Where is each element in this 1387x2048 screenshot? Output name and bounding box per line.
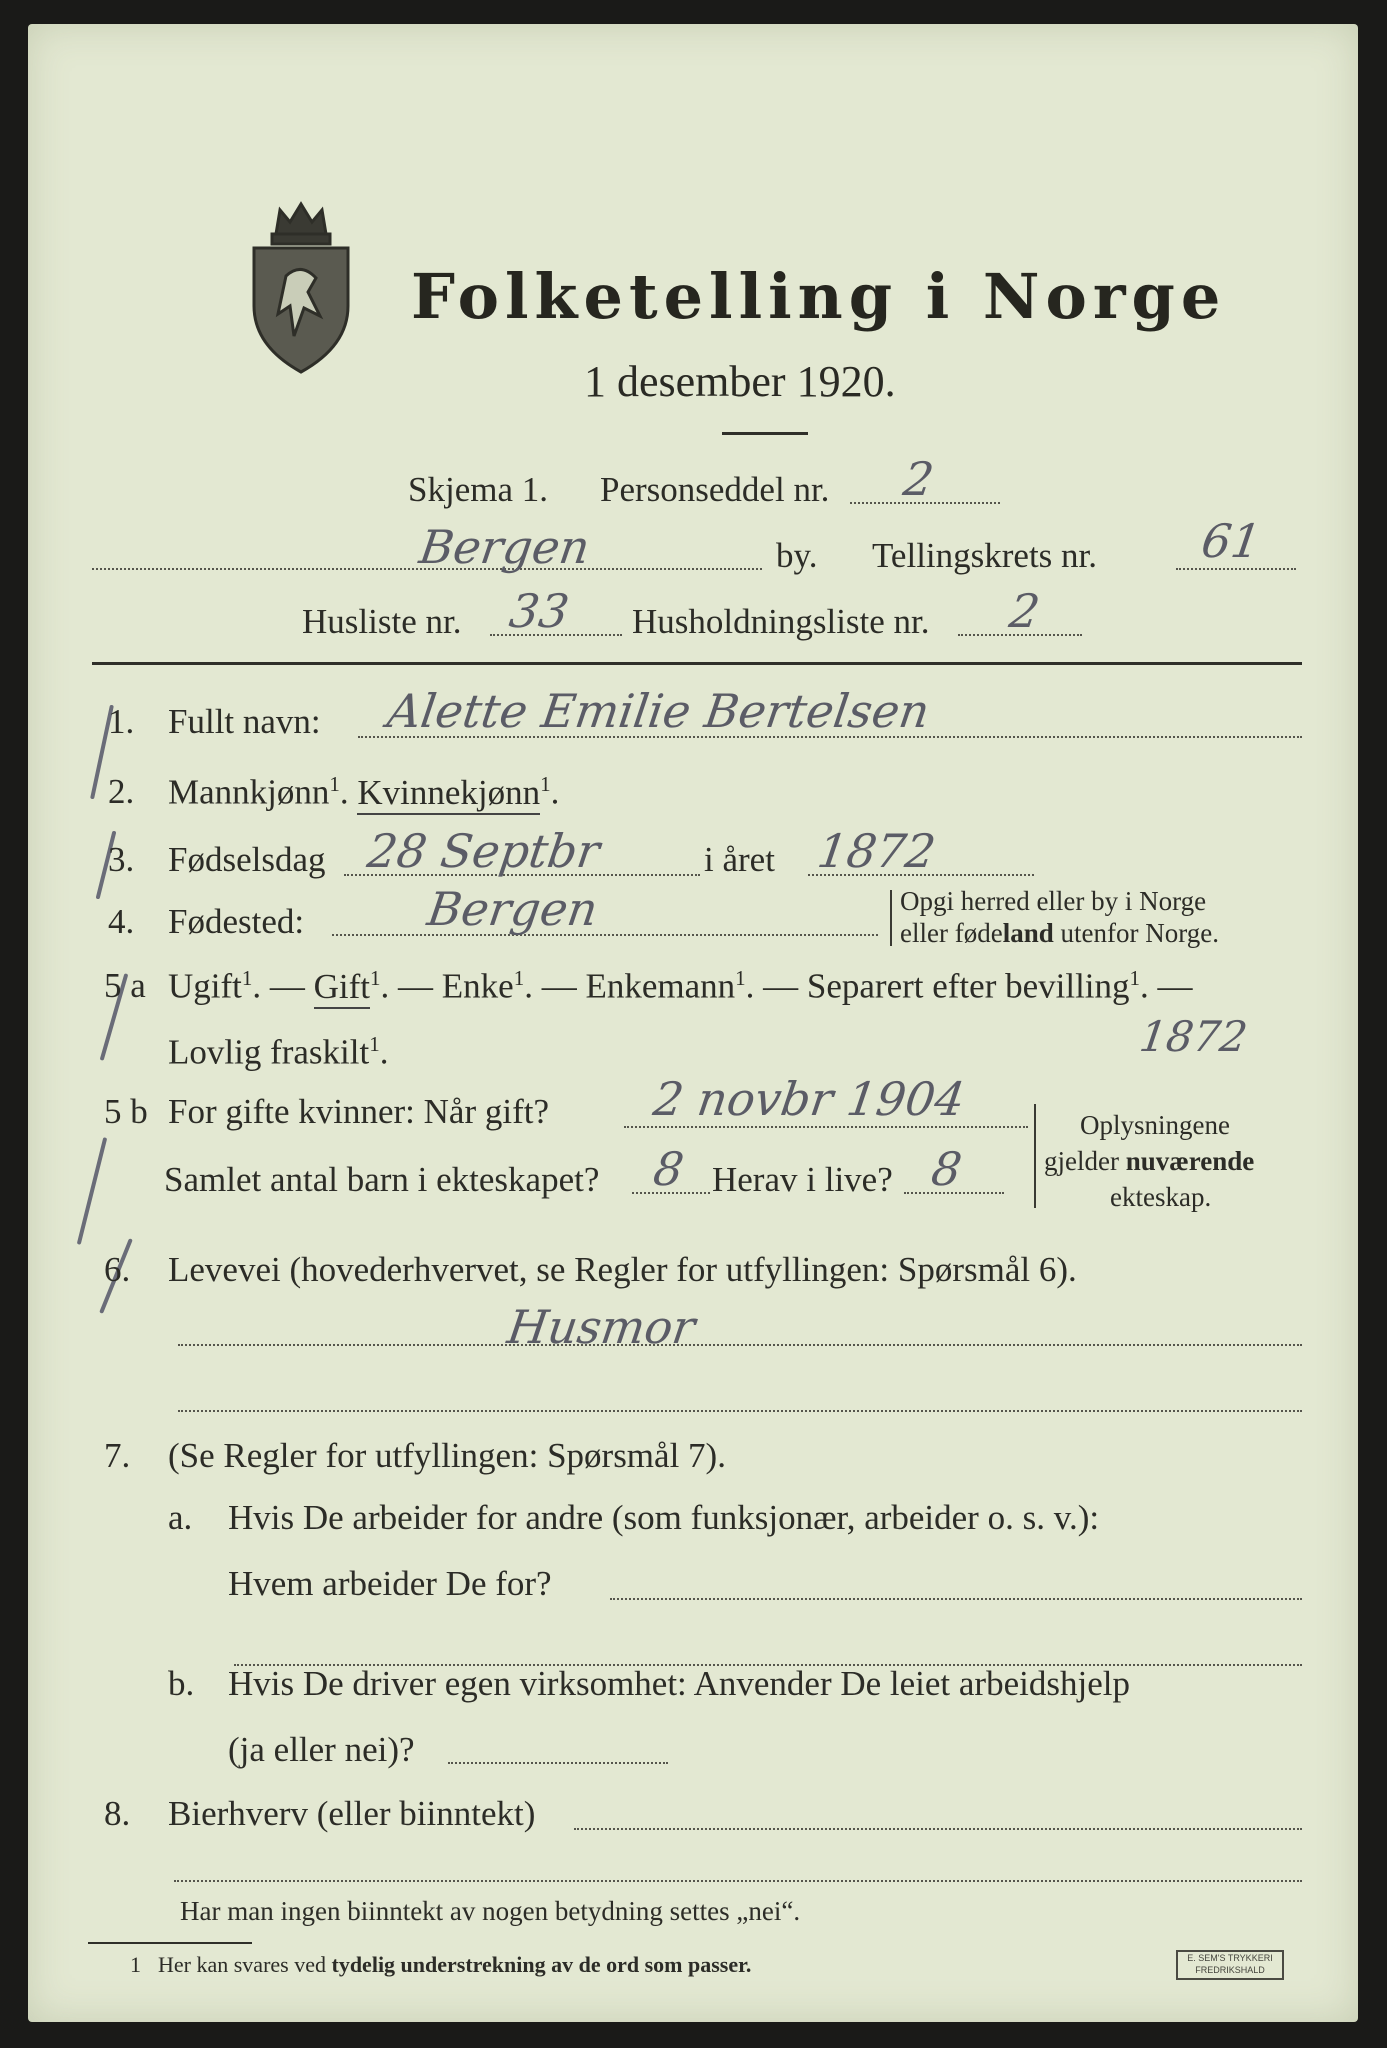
husliste-value[interactable]: 33 [506,584,573,638]
q2-female[interactable]: Kvinnekjønn [357,773,540,815]
q5a-enkemann[interactable]: Enkemann [585,966,736,1006]
q7b-question: (ja eller nei)? [228,1730,415,1769]
q3-day-value[interactable]: 28 Septbr [364,824,604,878]
q8-line-1[interactable] [574,1828,1302,1830]
footnote: Her kan svares ved tydelig understrekning av de ord som passer. [158,1952,752,1977]
q5b-note-line1: Oplysningene [1080,1110,1230,1140]
census-date: 1 desember 1920. [584,357,896,406]
q1-value[interactable]: Alette Emilie Bertelsen [384,684,933,738]
q5b-number: 5 b [104,1092,148,1131]
q4-note-brace [890,890,892,946]
q3-label: Fødselsdag [168,840,326,879]
q4-label: Fødested: [168,902,305,941]
q5a-margin-value[interactable]: 1872 [1136,1012,1251,1061]
personseddel-value[interactable]: 2 [900,452,938,506]
q5b-alive-label: Herav i live? [712,1160,893,1199]
q5b-married-value[interactable]: 2 novbr 1904 [650,1072,969,1126]
bottom-note: Har man ingen biinntekt av nogen betydning settes „nei“. [180,1896,801,1926]
q5b-children-value[interactable]: 8 [650,1142,688,1196]
q4-note-line1: Opgi herred eller by i Norge [900,886,1207,916]
q3-year-value[interactable]: 1872 [814,824,939,878]
q6-line-2 [178,1410,1302,1412]
skjema-label: Skjema 1. [408,470,548,509]
q7b-text: Hvis De driver egen virksomhet: Anvender De leiet arbeidshjelp [228,1664,1130,1703]
tellingskrets-line [1176,568,1296,570]
q5b-married-line [624,1126,1028,1128]
by-label: by. [776,536,818,575]
q5a-options: Ugift$^1$. — Gift$^1$. — Enke$^1$. — Enkemann$^1$. — Separert efter bevilling$^1$. — [168,966,1193,1007]
q5b-note-line2: gjelder nuværende [1044,1146,1255,1176]
tellingskrets-label: Tellingskrets nr. [872,536,1098,575]
footnote-divider [88,1942,252,1944]
q7-number: 7. [104,1436,131,1475]
q5b-children-label: Samlet antal barn i ekteskapet? [164,1160,600,1199]
q8-number: 8. [104,1794,131,1833]
title-divider [722,432,808,435]
q6-line-1 [178,1344,1302,1346]
q5a-enke[interactable]: Enke [441,966,514,1006]
q8-line-2[interactable] [174,1880,1302,1882]
husholdning-label: Husholdningsliste nr. [632,602,930,641]
q5a-ugift[interactable]: Ugift [168,966,242,1006]
census-form-page [28,24,1358,2022]
city-value[interactable]: Bergen [416,520,594,574]
footnote-marker: 1 [130,1952,141,1977]
q1-number: 1. [108,702,135,741]
q7-label: (Se Regler for utfyllingen: Spørsmål 7). [168,1436,726,1475]
q7a-line-1[interactable] [610,1598,1302,1600]
q7a-text: Hvis De arbeider for andre (som funksjonær, arbeider o. s. v.): [228,1498,1100,1537]
tellingskrets-value[interactable]: 61 [1198,514,1265,568]
q4-number: 4. [108,902,135,941]
q6-label: Levevei (hovederhvervet, se Regler for utfyllingen: Spørsmål 6). [168,1250,1077,1289]
q5b-note-line3: ekteskap. [1110,1182,1212,1212]
q7b-line[interactable] [448,1762,668,1764]
q7a-question: Hvem arbeider De for? [228,1564,552,1603]
q2-number: 2. [108,772,135,811]
q6-value[interactable]: Husmor [504,1300,699,1354]
q4-value[interactable]: Bergen [424,882,602,936]
q5a-fraskilt[interactable]: Lovlig fraskilt [168,1032,370,1072]
q2-male[interactable]: Mannkjønn [168,772,330,812]
q6-number: 6. [104,1250,131,1289]
personseddel-label: Personseddel nr. [600,470,830,509]
printer-mark: E. SEM'S TRYKKERI FREDRIKSHALD [1176,1950,1284,1980]
q4-note-line2: eller fødeland utenfor Norge. [900,918,1219,948]
header-divider [92,662,1302,665]
q5b-note-brace [1034,1104,1036,1208]
q5a-fraskilt-line: Lovlig fraskilt$^1$. [168,1032,389,1072]
q3-number: 3. [108,840,135,879]
q7a-letter: a. [168,1498,193,1537]
husholdning-value[interactable]: 2 [1006,584,1044,638]
husliste-label: Husliste nr. [302,602,462,641]
q5a-gift[interactable]: Gift [314,967,370,1009]
check-mark [77,1137,107,1245]
q5a-number: 5 a [104,966,146,1005]
form-title: Folketelling i Norge [411,260,1227,333]
q8-label: Bierhverv (eller biinntekt) [168,1794,536,1833]
q7b-letter: b. [168,1664,195,1703]
q5b-label: For gifte kvinner: Når gift? [168,1092,550,1131]
coat-of-arms-icon [246,196,356,376]
q1-label: Fullt navn: [168,702,321,741]
q3-year-label: i året [704,840,775,879]
q5a-separert[interactable]: Separert efter bevilling [806,966,1130,1006]
q2-options: Mannkjønn$^1$. Kvinnekjønn$^1$. [168,772,559,813]
q5b-alive-value[interactable]: 8 [928,1142,966,1196]
q4-line [332,934,878,936]
